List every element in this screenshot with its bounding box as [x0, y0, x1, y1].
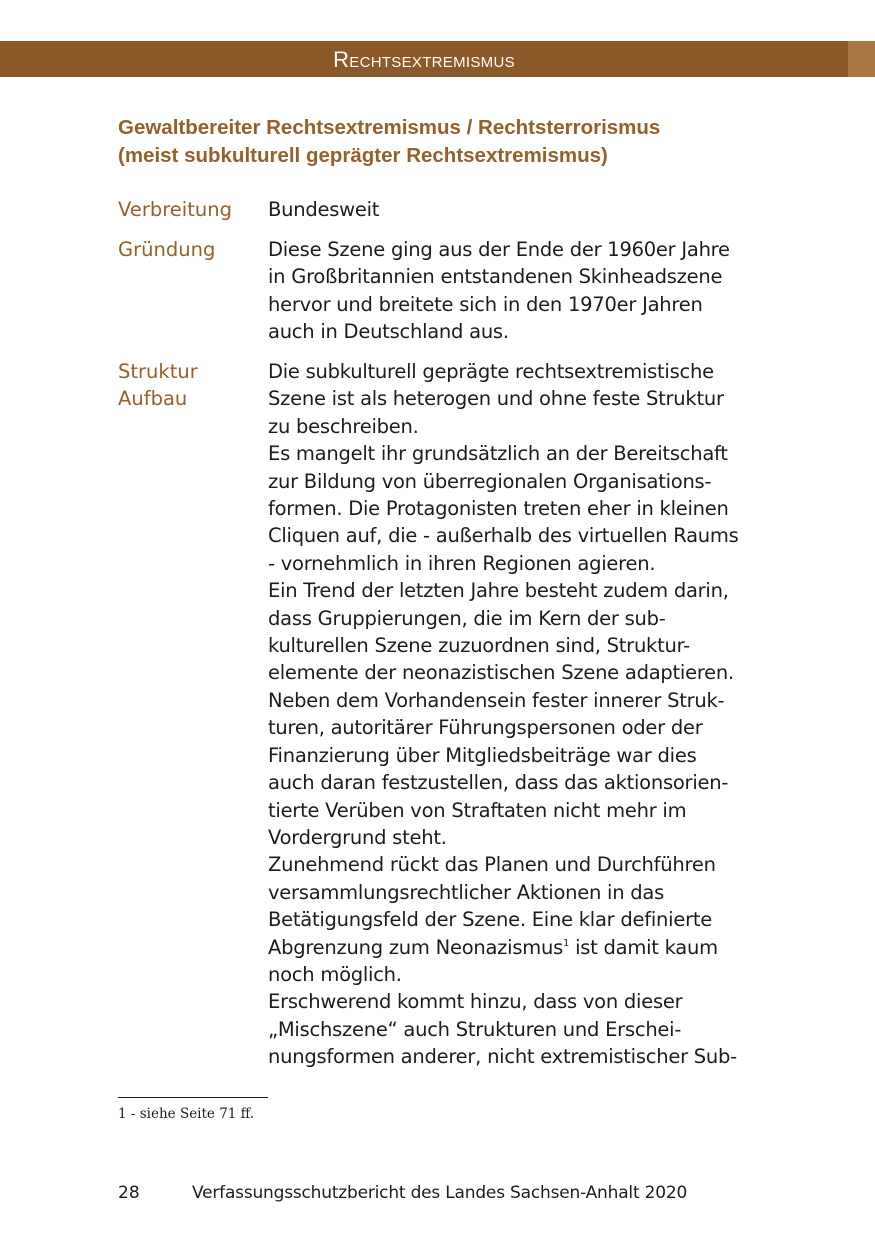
- text-line: Zunehmend rückt das Planen und Durchführen: [268, 853, 716, 877]
- text-line: auch in Deutschland aus.: [268, 320, 509, 344]
- page-number: 28: [118, 1183, 140, 1203]
- row-label-verbreitung: [118, 196, 258, 223]
- text-line: Bundesweit: [268, 198, 380, 221]
- footnote-marker: 1: [563, 937, 570, 949]
- text-fragment: Abgrenzung zum Neonazismus: [268, 935, 564, 959]
- text-line: Ein Trend der letzten Jahre besteht zudem darin,: [268, 579, 729, 603]
- row-value-struktur: [268, 358, 768, 1071]
- text-line: - vornehmlich in ihren Regionen agieren.: [268, 551, 656, 575]
- text-line: nungsformen anderer, nicht extremistischer Sub-: [268, 1045, 737, 1069]
- text-line: noch möglich.: [268, 962, 402, 986]
- text-line: turen, autoritärer Führungspersonen oder der: [268, 716, 703, 740]
- section-heading: [118, 114, 758, 170]
- row-value-verbreitung: [268, 196, 768, 223]
- footnote: 1 - siehe Seite 71 ff.: [118, 1106, 255, 1122]
- text-line-with-footnote: [268, 934, 768, 961]
- text-line: Die subkulturell geprägte rechtsextremistische: [268, 360, 714, 383]
- text-line: zu beschreiben.: [268, 414, 419, 438]
- row-label-text: Gründung: [118, 238, 216, 261]
- text-line: versammlungsrechtlicher Aktionen in das: [268, 880, 665, 904]
- row-label-gruendung: [118, 236, 258, 263]
- row-label-text: Struktur: [118, 360, 198, 383]
- text-line: hervor und breitete sich in den 1970er Jahren: [268, 292, 703, 316]
- text-line: tierte Verüben von Straftaten nicht mehr im: [268, 798, 687, 822]
- text-line: formen. Die Protagonisten treten eher in kleinen: [268, 497, 729, 521]
- chapter-title: Rechtsextremismus: [333, 47, 515, 72]
- section-heading-line-2: (meist subkulturell geprägter Rechtsextremismus): [118, 144, 608, 167]
- text-line: Erschwerend kommt hinzu, dass von dieser: [268, 990, 683, 1014]
- text-line: Diese Szene ging aus der Ende der 1960er Jahre: [268, 238, 730, 261]
- text-line: Es mangelt ihr grundsätzlich an der Bereitschaft: [268, 442, 728, 466]
- row-label-text: Verbreitung: [118, 198, 232, 221]
- text-line: elemente der neonazistischen Szene adaptieren.: [268, 661, 734, 685]
- text-line: Neben dem Vorhandensein fester innerer Struk-: [268, 688, 725, 712]
- text-line: Szene ist als heterogen und ohne feste Struktur: [268, 387, 724, 411]
- chapter-banner: [0, 41, 848, 77]
- text-line: „Mischszene“ auch Strukturen und Erschei-: [268, 1017, 682, 1041]
- text-line: auch daran festzustellen, dass das aktionsorien-: [268, 771, 729, 795]
- text-fragment: ist damit kaum: [569, 935, 718, 959]
- text-line: zur Bildung von überregionalen Organisations-: [268, 469, 712, 493]
- text-line: Vordergrund steht.: [268, 825, 447, 849]
- banner-edge-tab: [848, 41, 875, 77]
- footnote-divider: [118, 1097, 268, 1098]
- row-label-struktur: [118, 358, 258, 413]
- text-line: Betätigungsfeld der Szene. Eine klar definierte: [268, 908, 712, 932]
- text-line: Cliquen auf, die - außerhalb des virtuellen Raums: [268, 524, 739, 548]
- text-line: Finanzierung über Mitgliedsbeiträge war dies: [268, 743, 697, 767]
- row-label-text: Aufbau: [118, 387, 188, 411]
- row-value-gruendung: [268, 236, 768, 346]
- footer-title: Verfassungsschutzbericht des Landes Sachsen-Anhalt 2020: [192, 1183, 688, 1203]
- text-line: in Großbritannien entstandenen Skinheadszene: [268, 265, 723, 289]
- text-line: dass Gruppierungen, die im Kern der sub-: [268, 606, 666, 630]
- section-heading-line-1: Gewaltbereiter Rechtsextremismus / Rechtsterrorismus: [118, 116, 661, 139]
- text-line: kulturellen Szene zuzuordnen sind, Struktur-: [268, 634, 690, 658]
